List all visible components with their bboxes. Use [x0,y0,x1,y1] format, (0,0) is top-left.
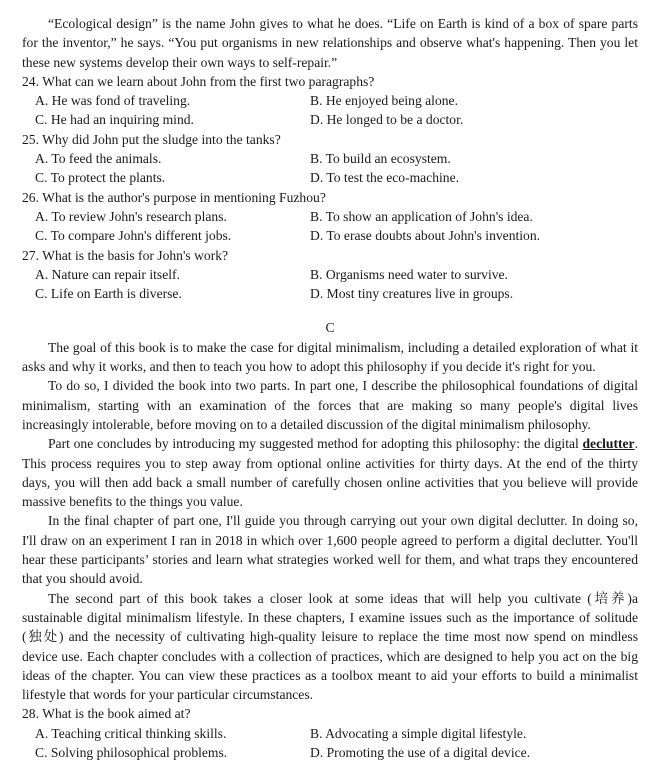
question-stem: 28. What is the book aimed at? [22,706,191,722]
answer-options [22,724,638,763]
option-c: C. Life on Earth is diverse. [35,286,182,302]
passage-c-paragraph-4: In the final chapter of part one, I'll guide you through carrying out your own digital declutter. In doing so, I'll draw on an experiment I ran in 2018 in which over 1,600 people agreed to perform a digital declutter. You'll hear these participants’ stories and learn what strategies worked well for them, and what traps they encountered that you should avoid. [22,513,638,587]
passage-b-final-paragraph: “Ecological design” is the name John gives to what he does. “Life on Earth is kind of a box of spare parts for the inventor,” he says. “You put organisms in new relationships and observe what's happening. Then you let these new systems develop their own ways to self-repair.” [22,16,638,70]
question-stem: 24. What can we learn about John from the first two paragraphs? [22,73,375,89]
answer-options [22,91,638,130]
passage-c-paragraph-3 [22,434,638,511]
question-26 [22,188,638,246]
option-b: B. Advocating a simple digital lifestyle. [310,725,527,741]
option-a: A. He was fond of traveling. [35,93,191,109]
passage-c-paragraph-5: The second part of this book takes a closer look at some ideas that will help you cultivate (培养)a sustainable digital minimalism lifestyle. In these chapters, I examine issues such as the importance of solitude (独处) and the necessity of cultivating high-quality leisure to replace the time most now spend on mindless device use. Each chapter concludes with a collection of practices, which are designed to help you act on the big ideas of the chapter. You can view these practices as a toolbox meant to aid your efforts to build a minimalist lifestyle that words for your particular circumstances. [22,590,638,703]
section-heading-c: C [325,320,335,336]
option-d: D. Most tiny creatures live in groups. [310,286,514,302]
question-27 [22,246,638,304]
option-c: C. Solving philosophical problems. [35,744,228,760]
underlined-keyword: declutter [582,436,635,452]
option-d: D. He longed to be a doctor. [310,112,464,128]
option-a: A. Nature can repair itself. [35,266,180,282]
answer-options [22,149,638,188]
option-b: B. To build an ecosystem. [310,151,451,167]
option-d: D. To erase doubts about John's invention. [310,228,541,244]
option-c: C. To compare John's different jobs. [35,228,232,244]
passage-c-paragraph-1: The goal of this book is to make the case for digital minimalism, including a detailed exploration of what it asks and why it works, and then to teach you how to adopt this philosophy if you decide it's right for you. [22,339,638,375]
option-c: C. He had an inquiring mind. [35,112,194,128]
paragraph-text: Part one concludes by introducing my suggested method for adopting this philosophy: the digital [48,436,583,452]
question-stem: 27. What is the basis for John's work? [22,247,229,263]
option-d: D. Promoting the use of a digital device. [310,744,531,760]
option-a: A. Teaching critical thinking skills. [35,725,227,741]
option-a: A. To feed the animals. [35,151,162,167]
option-b: B. He enjoyed being alone. [310,93,458,109]
option-c: C. To protect the plants. [35,170,166,186]
question-28 [22,704,638,762]
question-24 [22,72,638,130]
option-b: B. To show an application of John's idea. [310,208,533,224]
question-25 [22,130,638,188]
paragraph-text: . This process requires you to step away from optional online activities for thirty days. At the end of the thirty days, you will then add back a small number of carefully chosen online activities that you believe will provide massive benefits to the things you value. [22,436,638,510]
answer-options [22,207,638,246]
option-d: D. To test the eco-machine. [310,170,460,186]
question-stem: 26. What is the author's purpose in mentioning Fuzhou? [22,189,326,205]
question-stem: 25. Why did John put the sludge into the tanks? [22,131,281,147]
passage-c-paragraph-2: To do so, I divided the book into two parts. In part one, I describe the philosophical foundations of digital minimalism, starting with an examination of the forces that are making so many people's digital lives increasingly intolerable, before moving on to a detailed discussion of the digital minimalism philosophy. [22,378,638,432]
option-b: B. Organisms need water to survive. [310,266,508,282]
option-a: A. To review John's research plans. [35,208,227,224]
answer-options [22,265,638,304]
